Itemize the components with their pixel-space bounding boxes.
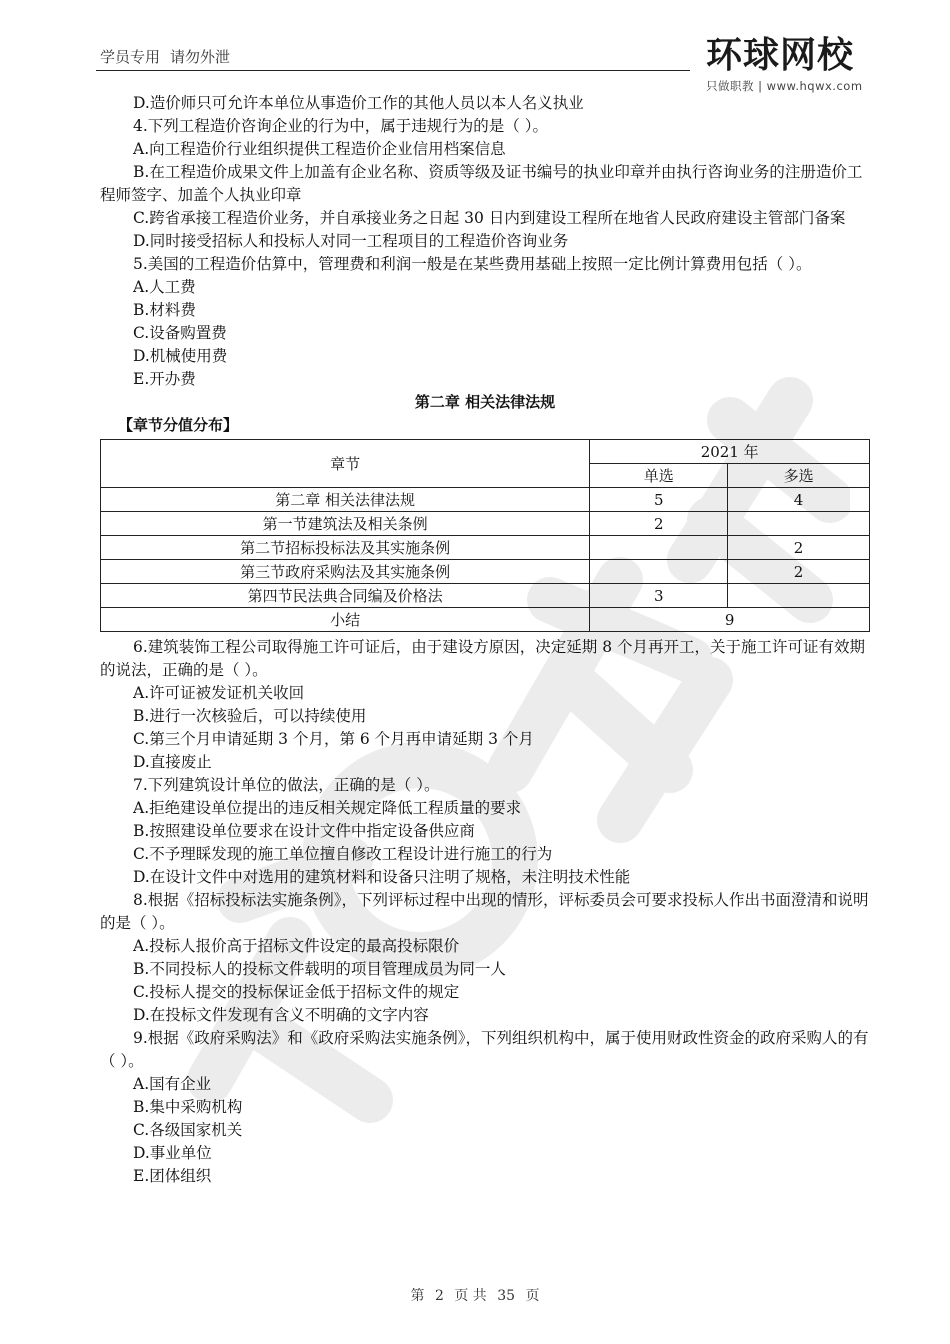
question-9: 9.根据《政府采购法》和《政府采购法实施条例》，下列组织机构中，属于使用财政性资金的政府采购人的有（ ）。 <box>100 1029 869 1070</box>
footer-mid: 页 共 <box>454 1288 487 1304</box>
row-name: 第一节建筑法及相关条例 <box>101 512 590 536</box>
subtotal-label: 小结 <box>101 608 590 632</box>
row-multi <box>728 512 870 536</box>
table-row <box>101 512 870 536</box>
row-single <box>590 536 728 560</box>
document-body <box>100 92 870 1188</box>
header-rule <box>96 70 690 71</box>
header-note <box>100 46 230 67</box>
header-chapter: 章节 <box>101 440 590 488</box>
q4-option-d: D.同时接受招标人和投标人对同一工程项目的工程造价咨询业务 <box>133 232 569 250</box>
q9-option-c: C.各级国家机关 <box>133 1121 243 1139</box>
q5-option-c: C.设备购置费 <box>133 324 227 342</box>
q6-option-b: B.进行一次核验后，可以持续使用 <box>133 707 367 725</box>
q4-option-b: B.在工程造价成果文件上加盖有企业名称、资质等级及证书编号的执业印章并由执行咨询业务的注册造价工程师签字、加盖个人执业印章 <box>100 163 863 204</box>
footer-page-number: 2 <box>434 1288 444 1304</box>
q7-option-b: B.按照建设单位要求在设计文件中指定设备供应商 <box>133 822 475 840</box>
q6-option-d: D.直接废止 <box>133 753 212 771</box>
q4-option-a: A.向工程造价行业组织提供工程造价企业信用档案信息 <box>133 140 506 158</box>
question-4: 4.下列工程造价咨询企业的行为中，属于违规行为的是（ ）。 <box>133 117 548 135</box>
q3-option-d: D.造价师只可允许本单位从事造价工作的其他人员以本人名义执业 <box>133 94 584 112</box>
logo-text: 环球网校 <box>706 35 855 76</box>
row-name: 第三节政府采购法及其实施条例 <box>101 560 590 584</box>
subtotal-value: 9 <box>590 608 870 632</box>
row-name: 第二章 相关法律法规 <box>101 488 590 512</box>
q5-option-e: E.开办费 <box>133 370 196 388</box>
row-multi: 4 <box>728 488 870 512</box>
table-row <box>101 536 870 560</box>
logo-subtitle: 只做职教 | www.hqwx.com <box>706 79 863 93</box>
q4-option-c: C.跨省承接工程造价业务，并自承接业务之日起 30 日内到建设工程所在地省人民政府建设主管部门备案 <box>133 209 846 227</box>
header-note-b: 请勿外泄 <box>170 48 231 66</box>
q7-option-d: D.在设计文件中对选用的建筑材料和设备只注明了规格，未注明技术性能 <box>133 868 631 886</box>
header-note-a: 学员专用 <box>100 48 161 66</box>
q7-option-c: C.不予理睬发现的施工单位擅自修改工程设计进行施工的行为 <box>133 845 553 863</box>
question-8: 8.根据《招标投标法实施条例》，下列评标过程中出现的情形，评标委员会可要求投标人作出书面澄清和说明的是（ ）。 <box>100 891 869 932</box>
q6-option-a: A.许可证被发证机关收回 <box>133 684 305 702</box>
footer-prefix: 第 <box>410 1288 425 1304</box>
row-name: 第四节民法典合同编及价格法 <box>101 584 590 608</box>
section-label: 【章节分值分布】 <box>118 416 239 434</box>
row-name: 第二节招标投标法及其实施条例 <box>101 536 590 560</box>
question-7: 7.下列建筑设计单位的做法，正确的是（ ）。 <box>133 776 440 794</box>
q8-option-d: D.在投标文件发现有含义不明确的文字内容 <box>133 1006 429 1024</box>
table-row <box>101 584 870 608</box>
row-multi: 2 <box>728 560 870 584</box>
q8-option-b: B.不同投标人的投标文件载明的项目管理成员为同一人 <box>133 960 506 978</box>
table-header-row <box>101 440 870 464</box>
row-single: 3 <box>590 584 728 608</box>
row-single: 2 <box>590 512 728 536</box>
q6-option-c: C.第三个月申请延期 3 个月，第 6 个月再申请延期 3 个月 <box>133 730 534 748</box>
q9-option-d: D.事业单位 <box>133 1144 212 1162</box>
q9-option-a: A.国有企业 <box>133 1075 212 1093</box>
header-year: 2021 年 <box>590 440 870 464</box>
footer-page-total: 35 <box>497 1288 516 1304</box>
question-5: 5.美国的工程造价估算中，管理费和利润一般是在某些费用基础上按照一定比例计算费用包括（ ）。 <box>133 255 812 273</box>
table-row <box>101 560 870 584</box>
q8-option-a: A.投标人报价高于招标文件设定的最高投标限价 <box>133 937 460 955</box>
q9-option-e: E.团体组织 <box>133 1167 212 1185</box>
chapter-title: 第二章 相关法律法规 <box>414 393 556 411</box>
row-multi <box>728 584 870 608</box>
q5-option-a: A.人工费 <box>133 278 196 296</box>
score-distribution-table <box>100 439 870 632</box>
table-subtotal-row <box>101 608 870 632</box>
footer-suffix: 页 <box>525 1288 540 1304</box>
q5-option-d: D.机械使用费 <box>133 347 228 365</box>
q7-option-a: A.拒绝建设单位提出的违反相关规定降低工程质量的要求 <box>133 799 522 817</box>
row-single <box>590 560 728 584</box>
row-single: 5 <box>590 488 728 512</box>
question-6: 6.建筑装饰工程公司取得施工许可证后，由于建设方原因，决定延期 8 个月再开工，关于施工许可证有效期的说法，正确的是（ ）。 <box>100 638 866 679</box>
header-single: 单选 <box>590 464 728 488</box>
q8-option-c: C.投标人提交的投标保证金低于招标文件的规定 <box>133 983 460 1001</box>
page-footer <box>0 1285 950 1305</box>
table-row <box>101 488 870 512</box>
q5-option-b: B.材料费 <box>133 301 196 319</box>
q9-option-b: B.集中采购机构 <box>133 1098 243 1116</box>
row-multi: 2 <box>728 536 870 560</box>
brand-logo <box>706 36 876 98</box>
header-multi: 多选 <box>728 464 870 488</box>
